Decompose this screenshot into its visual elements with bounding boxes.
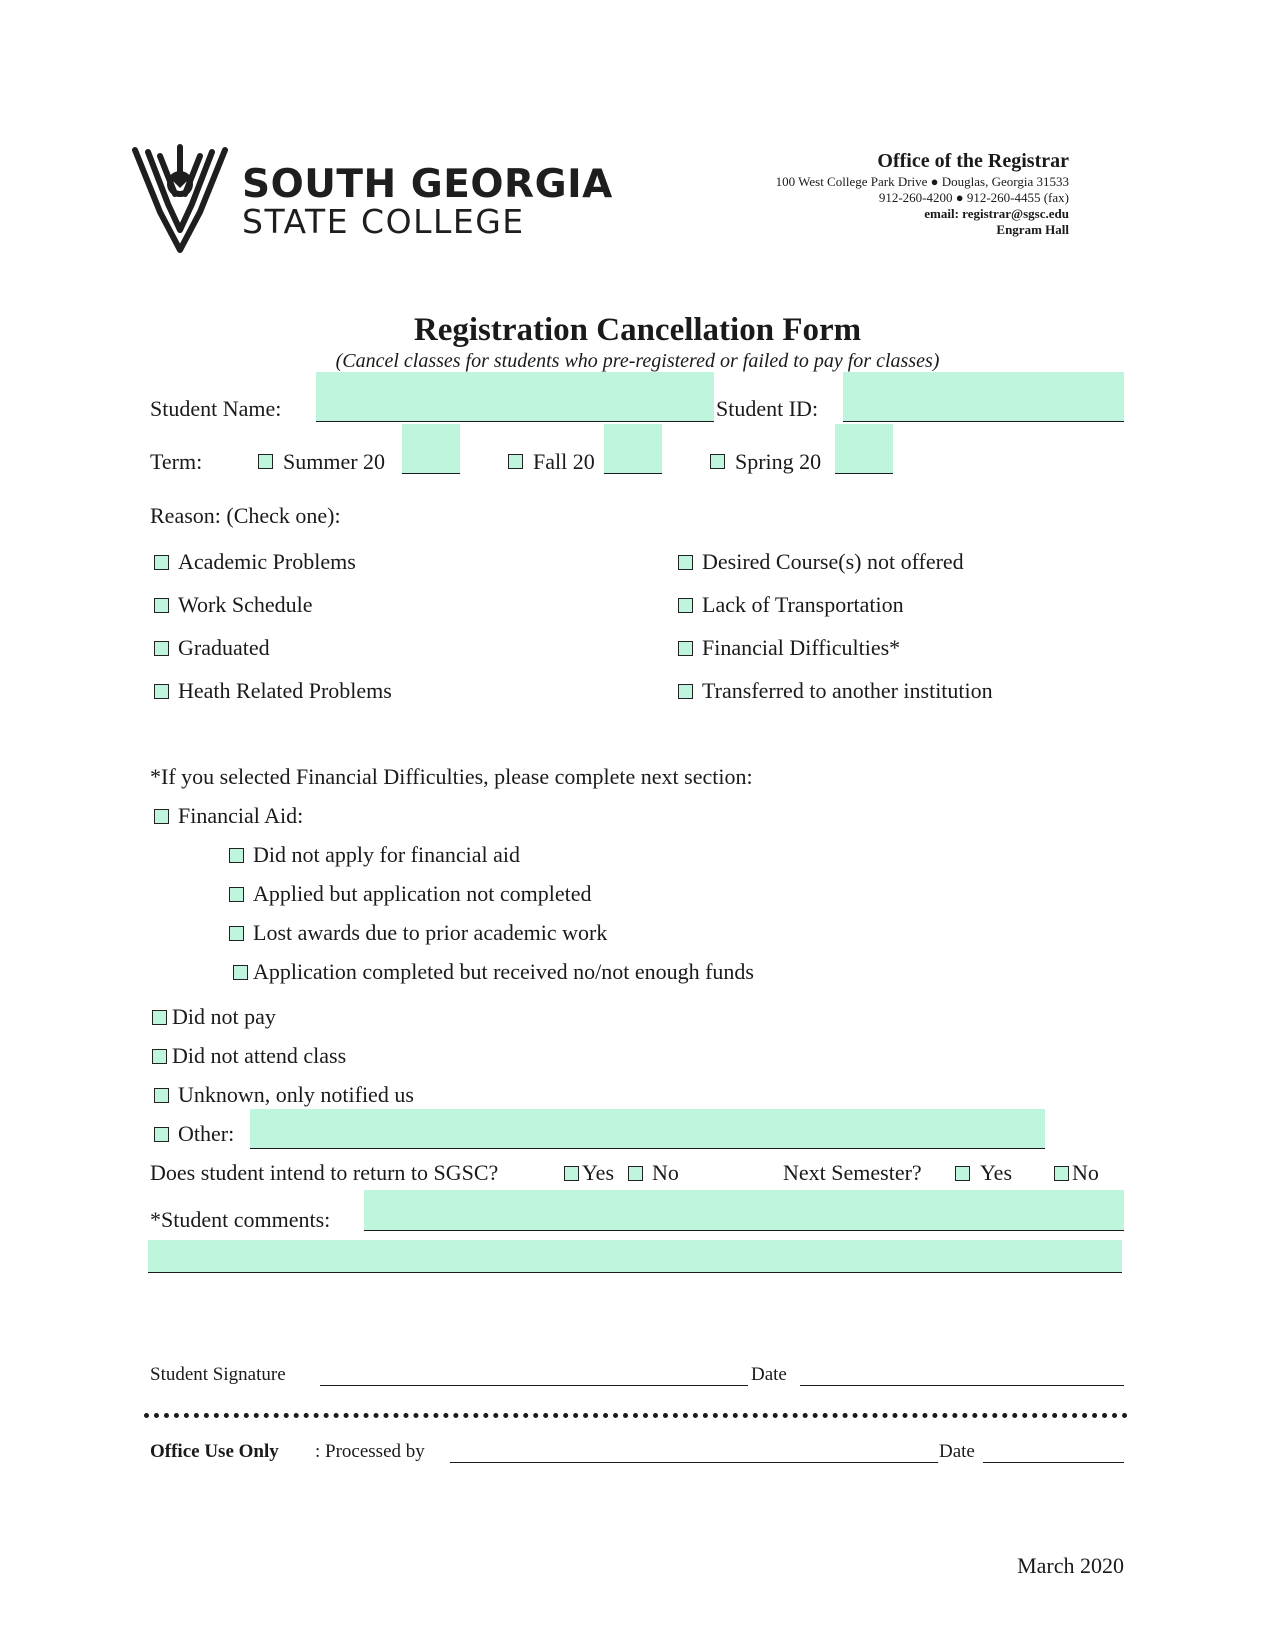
signature-date-label: Date [751, 1364, 787, 1385]
reason-checkbox-transport[interactable] [678, 598, 693, 613]
did-not-attend-label: Did not attend class [172, 1043, 347, 1068]
processed-by-line[interactable] [450, 1462, 938, 1463]
unknown-label: Unknown, only notified us [178, 1082, 414, 1107]
reason-checkbox-transferred[interactable] [678, 684, 693, 699]
reason-label: Reason: (Check one): [150, 503, 341, 528]
did-not-pay-label: Did not pay [172, 1004, 276, 1029]
next-no-checkbox[interactable] [1054, 1166, 1069, 1181]
financial-note: *If you selected Financial Difficulties, please complete next section: [150, 764, 753, 789]
student-name-field[interactable] [316, 372, 714, 422]
other-checkbox[interactable] [154, 1127, 169, 1142]
footer-date: March 2020 [1017, 1553, 1124, 1578]
fall-year-field[interactable] [604, 424, 662, 474]
aid-not-apply: Did not apply for financial aid [253, 842, 520, 867]
reason-financial: Financial Difficulties* [702, 635, 901, 660]
signature-line[interactable] [320, 1385, 748, 1386]
reason-transferred: Transferred to another institution [702, 678, 993, 703]
aid-lost-awards: Lost awards due to prior academic work [253, 920, 608, 945]
reason-transport: Lack of Transportation [702, 592, 904, 617]
return-no-label: No [652, 1160, 679, 1185]
fall-label: Fall 20 [533, 449, 595, 474]
reason-checkbox-graduated[interactable] [154, 641, 169, 656]
reason-work: Work Schedule [178, 592, 313, 617]
reason-checkbox-work[interactable] [154, 598, 169, 613]
office-address: 100 West College Park Drive ● Douglas, Georgia 31533 [775, 174, 1069, 189]
term-label: Term: [150, 449, 203, 474]
unknown-checkbox[interactable] [154, 1088, 169, 1103]
student-name-label: Student Name: [150, 396, 282, 421]
aid-checkbox-not-apply[interactable] [229, 848, 244, 863]
aid-checkbox-no-funds[interactable] [233, 965, 248, 980]
seal-icon [130, 142, 230, 254]
reason-academic: Academic Problems [178, 549, 356, 574]
reason-checkbox-health[interactable] [154, 684, 169, 699]
return-yes-checkbox[interactable] [564, 1166, 579, 1181]
other-field[interactable] [250, 1109, 1045, 1149]
signature-label: Student Signature [150, 1364, 286, 1385]
office-date-line[interactable] [983, 1462, 1124, 1463]
comments-field-line-1[interactable] [364, 1190, 1124, 1231]
office-phones: 912-260-4200 ● 912-260-4455 (fax) [878, 190, 1069, 205]
logo-line-2: STATE COLLEGE [242, 202, 525, 241]
financial-aid-checkbox[interactable] [154, 809, 169, 824]
reason-checkbox-course[interactable] [678, 555, 693, 570]
spring-label: Spring 20 [735, 449, 822, 474]
return-yes-label: Yes [582, 1160, 615, 1185]
office-date-label: Date [939, 1441, 975, 1462]
spring-year-field[interactable] [835, 424, 893, 474]
reason-health: Heath Related Problems [178, 678, 392, 703]
next-no-label: No [1072, 1160, 1099, 1185]
office-building: Engram Hall [996, 222, 1069, 237]
office-use-label: Office Use Only [150, 1441, 279, 1462]
did-not-attend-checkbox[interactable] [152, 1049, 167, 1064]
aid-checkbox-lost-awards[interactable] [229, 926, 244, 941]
next-semester-label: Next Semester? [783, 1160, 922, 1185]
reason-graduated: Graduated [178, 635, 270, 660]
fall-checkbox[interactable] [508, 454, 523, 469]
office-title: Office of the Registrar [877, 150, 1069, 172]
aid-not-completed: Applied but application not completed [253, 881, 592, 906]
form-title: Registration Cancellation Form [413, 312, 862, 348]
reason-checkbox-academic[interactable] [154, 555, 169, 570]
reason-checkbox-financial[interactable] [678, 641, 693, 656]
signature-date-line[interactable] [800, 1385, 1124, 1386]
summer-checkbox[interactable] [258, 454, 273, 469]
college-logo [130, 142, 630, 254]
comments-field-line-2[interactable] [148, 1240, 1122, 1273]
form-subtitle: (Cancel classes for students who pre-registered or failed to pay for classes) [335, 350, 940, 372]
processed-by-label: : Processed by [315, 1441, 425, 1462]
aid-checkbox-not-completed[interactable] [229, 887, 244, 902]
financial-aid-label: Financial Aid: [178, 803, 304, 828]
did-not-pay-checkbox[interactable] [152, 1010, 167, 1025]
comments-label: *Student comments: [150, 1207, 331, 1232]
office-email: email: registrar@sgsc.edu [924, 206, 1069, 221]
logo-line-1: SOUTH GEORGIA [242, 162, 613, 207]
student-id-label: Student ID: [716, 396, 819, 421]
next-yes-checkbox[interactable] [955, 1166, 970, 1181]
next-yes-label: Yes [980, 1160, 1013, 1185]
student-id-field[interactable] [843, 372, 1124, 422]
summer-label: Summer 20 [283, 449, 386, 474]
aid-no-funds: Application completed but received no/not enough funds [253, 959, 754, 984]
summer-year-field[interactable] [402, 424, 460, 474]
return-question: Does student intend to return to SGSC? [150, 1160, 499, 1185]
other-label: Other: [178, 1121, 235, 1146]
dotted-divider [144, 1413, 1128, 1418]
reason-course: Desired Course(s) not offered [702, 549, 964, 574]
return-no-checkbox[interactable] [628, 1166, 643, 1181]
spring-checkbox[interactable] [710, 454, 725, 469]
